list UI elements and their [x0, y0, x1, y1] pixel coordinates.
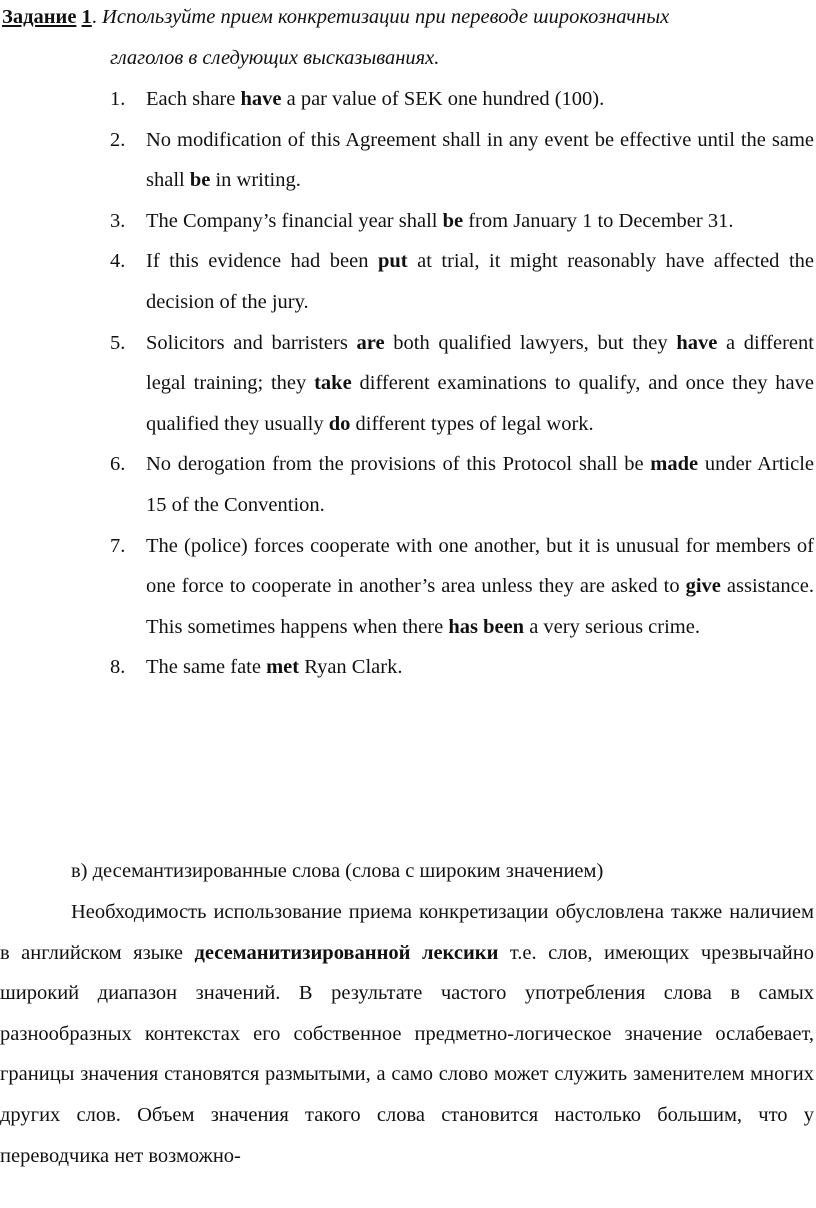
sentence-list [110, 79, 814, 688]
task-number: 1 [81, 6, 92, 28]
key-verb: have [240, 88, 282, 110]
item-text: Ryan Clark. [299, 656, 403, 679]
list-item [110, 647, 814, 688]
key-verb: take [314, 372, 352, 395]
item-text: a very serious crime. [524, 615, 700, 638]
item-number: 7. [110, 534, 126, 557]
key-verb: are [356, 331, 385, 354]
item-text: both qualified lawyers, but they [384, 331, 677, 354]
item-text: No modification of this Agreement shall in any event be effective until the same shall [146, 128, 814, 192]
list-item [110, 120, 814, 201]
item-number: 5. [110, 331, 126, 354]
section-heading: в) десемантизированные слова (слова с широким значением) [71, 860, 604, 882]
task-instruction-line2: глаголов в следующих высказываниях. [110, 47, 440, 69]
key-verb: have [676, 331, 718, 354]
list-item [110, 526, 814, 648]
key-verb: give [685, 575, 721, 598]
body-paragraph [0, 892, 814, 1176]
paragraph-text: Необходимость использование приема конкретизации обусловлена также наличием в английском языке [0, 901, 814, 964]
item-number: 1. [110, 88, 126, 110]
list-item [110, 201, 814, 242]
task-label: Задание [2, 6, 77, 28]
item-text: at trial, it might reasonably have affected the decision of the jury. [146, 250, 814, 313]
key-verb: made [650, 453, 699, 476]
item-number: 3. [110, 209, 126, 232]
item-text: The same fate [146, 656, 267, 679]
item-text: different examinations to qualify, and once they have qualified they usually [146, 372, 814, 435]
item-text: under Article 15 of the Convention. [146, 453, 814, 516]
item-text: assistance. This sometimes happens when there [146, 575, 814, 638]
item-text: Solicitors and barristers [146, 331, 357, 354]
task-heading [2, 1, 669, 33]
item-number: 8. [110, 656, 126, 679]
item-text: different types of legal work. [350, 412, 594, 435]
item-text: If this evidence had been [146, 250, 378, 273]
item-text: The (police) forces cooperate with one another, but it is unusual for members of one force to cooperate in another’s area unless they are asked to [146, 534, 814, 598]
term-bold: десеманитизированной лексики [194, 941, 499, 964]
list-item [110, 323, 814, 445]
key-verb: has been [448, 615, 525, 638]
item-text: a par value of SEK one hundred (100). [281, 88, 605, 110]
item-text: a different legal training; they [146, 331, 814, 395]
key-verb: put [377, 250, 408, 273]
list-item [110, 79, 814, 120]
key-verb: be [442, 209, 464, 232]
paragraph-text: т.е. слов, имеющих чрезвычайно широкий диапазон значений. В результате частого употребления слова в самых разнообразных контекстах его собственное предметно-логическое значение ослабевает, границы значения становятся размытыми, а само слово может служить заменителем многих других слов. Объем значения такого слова становится настолько большим, что у переводчика нет возможно- [0, 941, 814, 1167]
item-number: 6. [110, 453, 126, 476]
list-item [110, 444, 814, 525]
key-verb: met [266, 656, 300, 679]
task-instruction-line1: Используйте прием конкретизации при переводе широкозначных [96, 6, 670, 28]
task-dot: . [91, 6, 97, 28]
item-text: from January 1 to December 31. [463, 209, 734, 232]
item-text: No derogation from the provisions of this Protocol shall be [146, 453, 651, 476]
item-text: Each share [146, 88, 241, 110]
item-number: 4. [110, 250, 126, 273]
item-text: The Company’s financial year shall [146, 209, 443, 232]
item-text: in writing. [210, 169, 301, 192]
key-verb: be [189, 169, 211, 192]
key-verb: do [328, 412, 351, 435]
list-item [110, 241, 814, 322]
item-number: 2. [110, 128, 126, 151]
